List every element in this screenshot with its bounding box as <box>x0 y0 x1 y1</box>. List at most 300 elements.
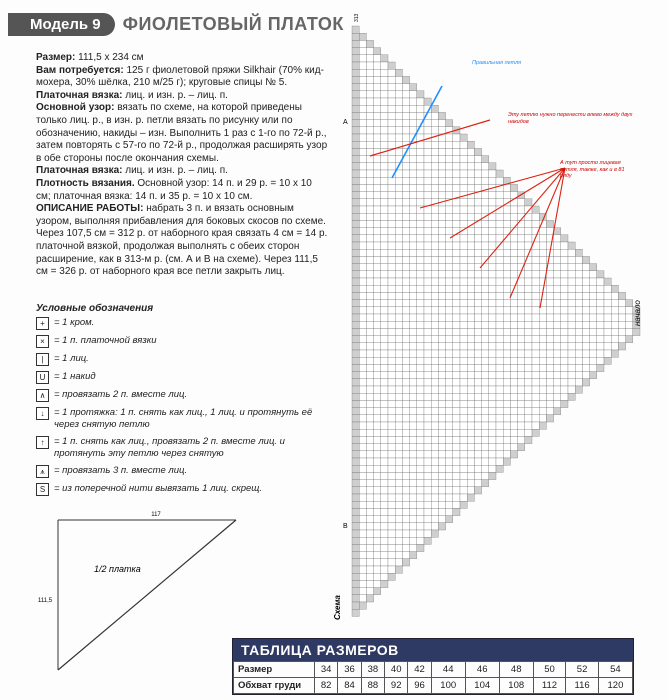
chart-cell <box>374 184 381 191</box>
chart-cell <box>518 300 525 307</box>
chart-cell <box>366 372 373 379</box>
chart-cell <box>381 379 388 386</box>
chart-cell <box>626 300 633 307</box>
chart-cell <box>366 544 373 551</box>
chart-cell <box>352 285 359 292</box>
chart-cell <box>431 307 438 314</box>
chart-cell <box>518 321 525 328</box>
chart-cell <box>510 264 517 271</box>
chart-cell <box>446 213 453 220</box>
chart-cell <box>395 415 402 422</box>
chart-cell <box>496 321 503 328</box>
chart-cell <box>518 436 525 443</box>
chart-cell <box>359 458 366 465</box>
chart-cell <box>510 379 517 386</box>
chart-cell <box>366 552 373 559</box>
chart-cell <box>518 350 525 357</box>
chart-cell <box>546 271 553 278</box>
chart-cell <box>388 422 395 429</box>
chart-cell <box>611 285 618 292</box>
chart-cell <box>539 415 546 422</box>
chart-cell <box>575 372 582 379</box>
chart-cell <box>381 98 388 105</box>
chart-cell <box>438 350 445 357</box>
chart-cell <box>410 372 417 379</box>
chart-cell <box>482 156 489 163</box>
chart-cell <box>381 566 388 573</box>
garter-stitch-icon: × <box>36 335 49 348</box>
chart-cell <box>503 336 510 343</box>
chart-cell <box>546 400 553 407</box>
chart-cell <box>561 242 568 249</box>
chart-cell <box>482 292 489 299</box>
chart-cell <box>395 501 402 508</box>
chart-cell <box>489 472 496 479</box>
chart-cell <box>611 350 618 357</box>
chart-cell <box>510 350 517 357</box>
chart-cell <box>366 76 373 83</box>
chart-cell <box>410 544 417 551</box>
chart-cell <box>446 472 453 479</box>
chart-cell <box>395 559 402 566</box>
chart-cell <box>582 292 589 299</box>
chart-cell <box>474 235 481 242</box>
chart-cell <box>431 228 438 235</box>
chart-cell <box>374 501 381 508</box>
chart-cell <box>388 537 395 544</box>
chart-cell <box>359 40 366 47</box>
chart-cell <box>366 336 373 343</box>
chart-cell <box>381 84 388 91</box>
chart-cell <box>366 242 373 249</box>
chart-cell <box>438 170 445 177</box>
chart-cell <box>424 127 431 134</box>
chart-cell <box>410 444 417 451</box>
chart-cell <box>388 285 395 292</box>
chart-cell <box>568 343 575 350</box>
chart-cell <box>381 55 388 62</box>
chart-cell <box>474 408 481 415</box>
chart-cell <box>626 328 633 335</box>
table-cell: 36 <box>338 662 361 678</box>
chart-cell <box>366 127 373 134</box>
chart-cell <box>417 220 424 227</box>
chart-cell <box>352 134 359 141</box>
chart-cell <box>402 307 409 314</box>
chart-cell <box>374 285 381 292</box>
chart-cell <box>510 436 517 443</box>
chart-cell <box>618 292 625 299</box>
chart-cell <box>438 393 445 400</box>
chart-cell <box>402 408 409 415</box>
chart-cell <box>381 487 388 494</box>
chart-cell <box>518 199 525 206</box>
chart-cell <box>388 516 395 523</box>
chart-cell <box>410 220 417 227</box>
chart-cell <box>467 292 474 299</box>
legend-text: = 1 протяжка: 1 п. снять как лиц., 1 лиц. и протянуть её через снятую петлю <box>54 407 313 430</box>
chart-cell <box>539 364 546 371</box>
chart-cell <box>417 177 424 184</box>
chart-cell <box>489 292 496 299</box>
table-cell: 88 <box>361 678 384 694</box>
chart-cell <box>352 220 359 227</box>
chart-cell <box>489 242 496 249</box>
row-label: Обхват груди <box>234 678 315 694</box>
chart-cell <box>359 184 366 191</box>
chart-cell <box>575 364 582 371</box>
chart-cell <box>554 285 561 292</box>
chart-cell <box>467 328 474 335</box>
legend <box>36 303 336 501</box>
chart-cell <box>467 170 474 177</box>
chart-cell <box>554 328 561 335</box>
chart-cell <box>503 249 510 256</box>
chart-cell <box>431 314 438 321</box>
chart-cell <box>410 501 417 508</box>
chart-cell <box>525 278 532 285</box>
chart-cell <box>352 98 359 105</box>
chart-cell <box>366 364 373 371</box>
chart-cell <box>503 436 510 443</box>
chart-cell <box>460 249 467 256</box>
chart-cell <box>474 170 481 177</box>
chart-cell <box>539 328 546 335</box>
chart-cell <box>525 199 532 206</box>
chart-cell <box>366 566 373 573</box>
table-cell: 116 <box>566 678 599 694</box>
chart-cell <box>453 444 460 451</box>
chart-cell <box>431 242 438 249</box>
chart-cell <box>410 285 417 292</box>
chart-cell <box>431 379 438 386</box>
chart-cell <box>467 206 474 213</box>
chart-cell <box>446 336 453 343</box>
chart-cell <box>431 487 438 494</box>
chart-cell <box>352 199 359 206</box>
chart-cell <box>446 285 453 292</box>
chart-cell <box>453 429 460 436</box>
chart-cell <box>374 364 381 371</box>
chart-cell <box>366 134 373 141</box>
chart-cell <box>474 451 481 458</box>
chart-cell <box>374 408 381 415</box>
chart-cell <box>446 163 453 170</box>
chart-cell <box>359 588 366 595</box>
chart-cell <box>352 552 359 559</box>
chart-cell <box>532 285 539 292</box>
chart-cell <box>460 170 467 177</box>
chart-cell <box>446 379 453 386</box>
chart-cell <box>438 163 445 170</box>
chart-cell <box>532 343 539 350</box>
chart-cell <box>510 307 517 314</box>
chart-cell <box>366 523 373 530</box>
chart-cell <box>453 393 460 400</box>
chart-cell <box>381 357 388 364</box>
chart-cell <box>503 213 510 220</box>
chart-cell <box>366 415 373 422</box>
table-row <box>234 662 633 678</box>
chart-cell <box>402 192 409 199</box>
chart-cell <box>366 595 373 602</box>
chart-cell <box>460 134 467 141</box>
chart-cell <box>453 177 460 184</box>
chart-cell <box>568 386 575 393</box>
chart-cell <box>374 350 381 357</box>
chart-cell <box>374 134 381 141</box>
chart-cell <box>446 170 453 177</box>
chart-cell <box>453 220 460 227</box>
chart-cell <box>460 372 467 379</box>
chart-cell <box>388 69 395 76</box>
chart-cell <box>611 336 618 343</box>
chart-cell <box>510 328 517 335</box>
chart-cell <box>460 336 467 343</box>
chart-cell <box>366 292 373 299</box>
chart-cell <box>539 228 546 235</box>
chart-cell <box>474 156 481 163</box>
chart-cell <box>395 256 402 263</box>
chart-cell <box>388 328 395 335</box>
chart-cell <box>438 480 445 487</box>
chart-cell <box>611 300 618 307</box>
chart-cell <box>381 177 388 184</box>
chart-cell <box>604 285 611 292</box>
chart-cell <box>381 213 388 220</box>
chart-cell <box>431 170 438 177</box>
chart-cell <box>546 343 553 350</box>
chart-cell <box>438 364 445 371</box>
table-cell: 54 <box>598 662 632 678</box>
chart-cell <box>417 314 424 321</box>
chart-cell <box>453 472 460 479</box>
chart-cell <box>482 336 489 343</box>
chart-cell <box>352 415 359 422</box>
chart-cell <box>366 400 373 407</box>
chart-cell <box>482 321 489 328</box>
chart-cell <box>395 436 402 443</box>
chart-cell <box>402 120 409 127</box>
chart-cell <box>510 206 517 213</box>
page-title: ФИОЛЕТОВЫЙ ПЛАТОК <box>122 14 344 34</box>
chart-cell <box>518 422 525 429</box>
chart-cell <box>575 292 582 299</box>
chart-cell <box>410 256 417 263</box>
chart-cell <box>510 249 517 256</box>
chart-cell <box>388 364 395 371</box>
chart-cell <box>410 112 417 119</box>
chart-cell <box>352 256 359 263</box>
chart-cell <box>446 249 453 256</box>
chart-cell <box>359 386 366 393</box>
chart-cell <box>438 192 445 199</box>
chart-cell <box>453 350 460 357</box>
chart-cell <box>352 156 359 163</box>
chart-cell <box>546 300 553 307</box>
chart-cell <box>496 307 503 314</box>
chart-cell <box>568 256 575 263</box>
chart-cell <box>460 429 467 436</box>
chart-cell <box>402 559 409 566</box>
chart-cell <box>395 372 402 379</box>
chart-cell <box>366 69 373 76</box>
chart-cell <box>424 98 431 105</box>
chart-cell <box>374 393 381 400</box>
main-label: Основной узор: <box>36 102 115 114</box>
chart-cell <box>417 242 424 249</box>
chart-cell <box>402 321 409 328</box>
chart-cell <box>395 530 402 537</box>
chart-cell <box>446 192 453 199</box>
chart-cell <box>568 314 575 321</box>
chart-cell <box>518 235 525 242</box>
chart-cell <box>532 314 539 321</box>
chart-cell <box>366 444 373 451</box>
legend-item <box>36 465 336 478</box>
chart-scheme-label: Схема <box>333 595 342 620</box>
chart-cell <box>402 235 409 242</box>
chart-cell <box>410 530 417 537</box>
chart-cell <box>431 451 438 458</box>
chart-cell <box>561 235 568 242</box>
chart-cell <box>381 537 388 544</box>
chart-cell <box>424 264 431 271</box>
chart-cell <box>388 307 395 314</box>
chart-cell <box>424 300 431 307</box>
legend-text: = 1 п. снять как лиц., провязать 2 п. вместе лиц. и протянуть эту петлю через снятую <box>54 436 285 459</box>
chart-cell <box>453 134 460 141</box>
chart-cell <box>381 300 388 307</box>
chart-cell <box>388 379 395 386</box>
chart-cell <box>402 480 409 487</box>
chart-cell <box>374 422 381 429</box>
chart-cell <box>460 177 467 184</box>
chart-cell <box>561 271 568 278</box>
chart-cell <box>381 112 388 119</box>
chart-cell <box>359 595 366 602</box>
chart-cell <box>460 364 467 371</box>
chart-cell <box>467 271 474 278</box>
chart-cell <box>359 566 366 573</box>
chart-cell <box>424 523 431 530</box>
chart-cell <box>402 112 409 119</box>
chart-cell <box>446 357 453 364</box>
chart-cell <box>482 163 489 170</box>
chart-cell <box>395 307 402 314</box>
chart-cell <box>460 184 467 191</box>
chart-cell <box>474 177 481 184</box>
table-cell: 50 <box>533 662 566 678</box>
chart-cell <box>590 364 597 371</box>
chart-cell <box>352 508 359 515</box>
chart-cell <box>424 530 431 537</box>
chart-cell <box>374 256 381 263</box>
chart-cell <box>568 242 575 249</box>
chart-cell <box>352 321 359 328</box>
chart-cell <box>417 199 424 206</box>
chart-cell <box>446 436 453 443</box>
chart-cell <box>510 357 517 364</box>
chart-cell <box>554 393 561 400</box>
chart-cell <box>532 206 539 213</box>
chart-cell <box>438 112 445 119</box>
chart-cell <box>438 120 445 127</box>
table-cell: 46 <box>465 662 499 678</box>
chart-cell <box>366 343 373 350</box>
chart-cell <box>489 458 496 465</box>
chart-cell <box>374 552 381 559</box>
chart-cell <box>359 580 366 587</box>
chart-cell <box>374 48 381 55</box>
chart-cell <box>381 328 388 335</box>
chart-cell <box>482 343 489 350</box>
chart-cell <box>402 444 409 451</box>
chart-cell <box>374 271 381 278</box>
chart-cell <box>417 364 424 371</box>
chart-cell <box>366 213 373 220</box>
chart-cell <box>417 148 424 155</box>
chart-cell <box>388 415 395 422</box>
chart-cell <box>532 213 539 220</box>
chart-cell <box>467 480 474 487</box>
chart-cell <box>503 429 510 436</box>
chart-cell <box>424 372 431 379</box>
chart-cell <box>446 350 453 357</box>
chart-cell <box>410 552 417 559</box>
chart-cell <box>359 436 366 443</box>
chart-cell <box>395 84 402 91</box>
chart-cell <box>438 256 445 263</box>
chart-cell <box>388 134 395 141</box>
chart-cell <box>539 386 546 393</box>
triangle-side-label: 111,5 <box>38 598 53 604</box>
chart-cell <box>532 372 539 379</box>
chart-cell <box>518 249 525 256</box>
chart-cell <box>359 552 366 559</box>
chart-cell <box>453 422 460 429</box>
chart-cell <box>410 415 417 422</box>
chart-cell <box>417 422 424 429</box>
chart-cell <box>597 278 604 285</box>
chart-cell <box>489 350 496 357</box>
chart-cell <box>474 465 481 472</box>
chart-cell <box>453 357 460 364</box>
chart-cell <box>467 350 474 357</box>
chart-cell <box>431 177 438 184</box>
chart-cell <box>561 364 568 371</box>
chart-cell <box>453 271 460 278</box>
chart-cell <box>489 220 496 227</box>
chart-cell <box>518 328 525 335</box>
chart-cell <box>546 386 553 393</box>
chart-cell <box>402 357 409 364</box>
chart-cell <box>575 278 582 285</box>
chart-cell <box>446 408 453 415</box>
chart-cell <box>417 501 424 508</box>
chart-cell <box>510 400 517 407</box>
chart-cell <box>546 415 553 422</box>
chart-cell <box>446 501 453 508</box>
chart-cell <box>388 458 395 465</box>
chart-cell <box>374 228 381 235</box>
chart-cell <box>546 372 553 379</box>
chart-cell <box>374 55 381 62</box>
chart-cell <box>388 372 395 379</box>
chart-cell <box>381 530 388 537</box>
chart-cell <box>366 537 373 544</box>
chart-cell <box>446 256 453 263</box>
